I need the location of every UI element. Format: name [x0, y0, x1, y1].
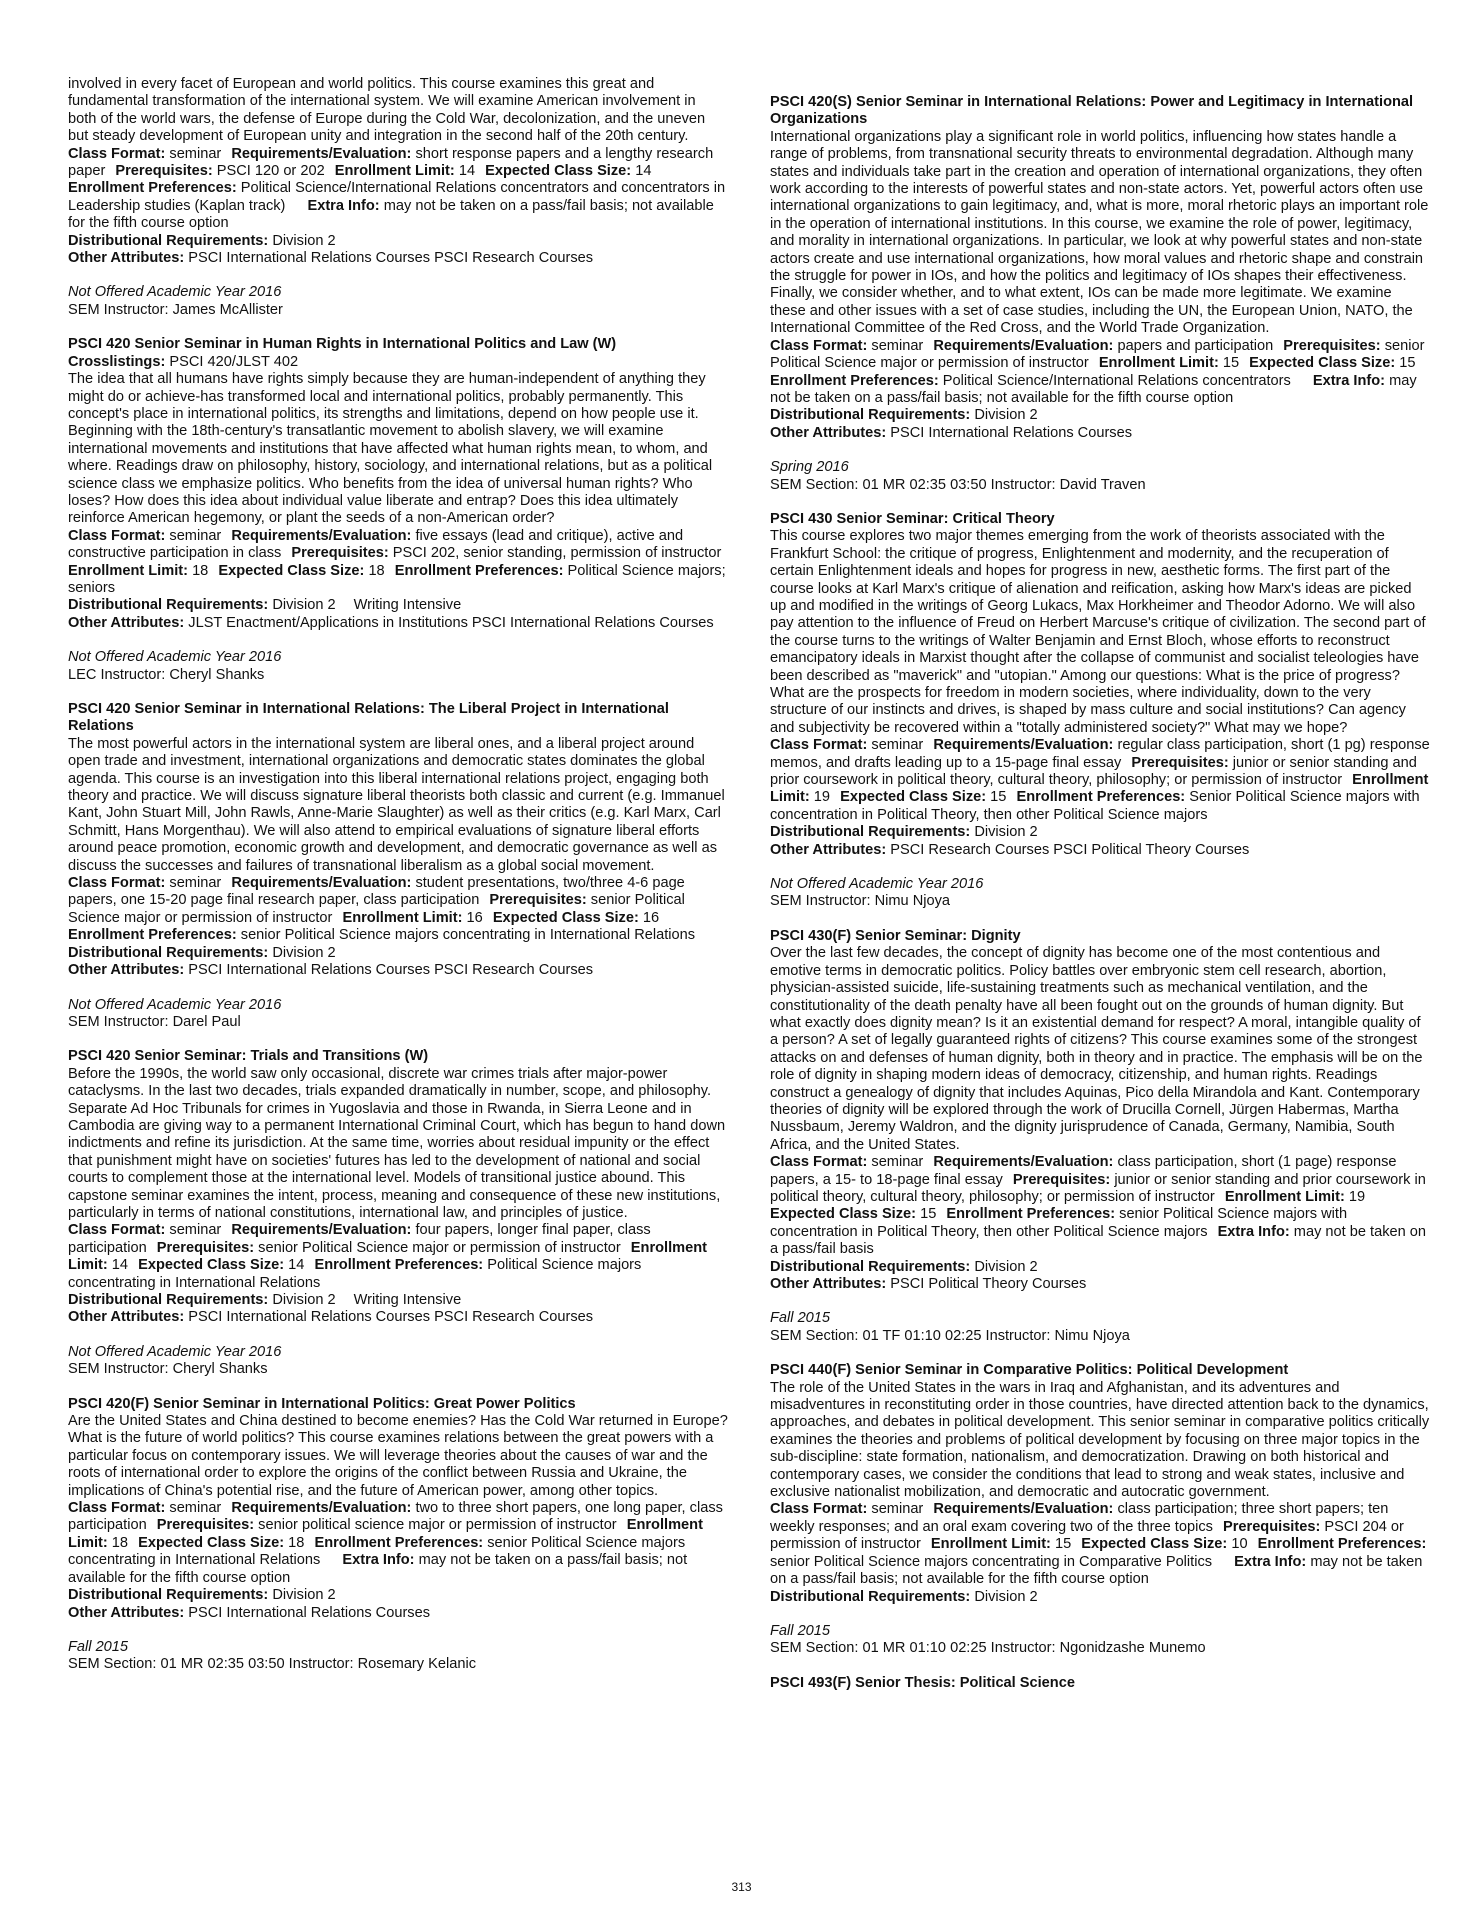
course-details: Class Format: seminar Requirements/Evaluation: four papers, longer final paper, class participation Prerequisites: senior Political Science major or permission of instructor Enrollment Limit: 14 Expected Class Size: 14 Enrollment Preferences: Political Science majors concentrating in International Relations: [68, 1222, 708, 1291]
crosslistings: Crosslistings: PSCI 420/JLST 402: [68, 353, 299, 370]
distributional-requirements: Distributional Requirements: Division 2: [68, 232, 336, 249]
course-description: Before the 1990s, the world saw only occasional, discrete war crimes trials after major-power cataclysms. In the last two decades, trials expanded dramatically in number, scope, and philosophy. Separate Ad Hoc Tribunals for crimes in Yugoslavia and those in Rwanda, in Sierra Leone and in Cambodia are giving way to a permanent International Criminal Court, which has begun to hand down indictments and refine its jurisdiction. At the same time, worries about residual impunity or the effect that punishment might have on societies' futures has led to the development of national and social courts to complement those at the international level. Models of transitional justice abound. This capstone seminar examines the intent, process, meaning and consequence of these new institutions, particularly in terms of national constitutions, international law, and principles of justice.: [68, 1065, 726, 1221]
course-term: Fall 2015: [770, 1310, 831, 1327]
distributional-requirements: Distributional Requirements: Division 2: [68, 1587, 336, 1604]
course-entry: [68, 701, 728, 1031]
course-details: Class Format: seminar Requirements/Evaluation: two to three short papers, one long paper, class participation Prerequisites: senior political science major or permission of instructor Enrollment Limit: 18 Expected Class Size: 18 Enrollment Preferences: senior Political Science majors concentrating in International Relations Extra Info: may not be taken on a pass/fail basis; not available for the fifth course option: [68, 1500, 723, 1586]
course-details: Class Format: seminar Requirements/Evaluation: five essays (lead and critique), active and constructive participation in class Prerequisites: PSCI 202, senior standing, permission of instructor Enrollment Limit: 18 Expected Class Size: 18 Enrollment Preferences: Political Science majors; seniors: [68, 527, 726, 596]
course-description: Over the last few decades, the concept of dignity has become one of the most contentious and emotive terms in democratic politics. Policy battles over embryonic stem cell research, abortion, physician-assisted suicide, life-sustaining treatments such as mechanical ventilation, and the constitutionality of the death penalty have all been fought out on the grounds of human dignity. But what exactly does dignity mean? Is it an existential demand for respect? A moral, intangible quality of a person? A set of legally guaranteed rights of citizens? This course examines some of the strongest attacks on and defenses of human dignity, both in theory and in practice. The emphasis will be on the role of dignity in shaping modern ideas of democracy, citizenship, and human rights. Readings construct a genealogy of dignity that includes Aquinas, Pico della Mirandola and Kant. Contemporary theories of dignity will be explored through the work of Drucilla Cornell, Jürgen Habermas, Martha Nussbaum, Jeremy Waldron, and the dignity jurisprudence of Canada, Germany, Namibia, South Africa, and the United States.: [770, 945, 1423, 1153]
distributional-requirements: Distributional Requirements: Division 2: [770, 1258, 1038, 1275]
course-description: The role of the United States in the wars in Iraq and Afghanistan, and its adventures and misadventures in reconstituting order in those countries, have directed attention back to the dynamics, approaches, and debates in political development. This senior seminar in comparative politics critically examines the theories and problems of political development by focusing on three major topics in the sub-discipline: state formation, nationalism, and democratization. Drawing on both historical and contemporary cases, we consider the conditions that lead to strong and weak states, inclusive and exclusive nationalist mobilization, and democratic and autocratic government.: [770, 1379, 1430, 1501]
course-title: PSCI 420 Senior Seminar in International Relations: The Liberal Project in International Relations: [68, 701, 669, 735]
course-title: PSCI 430 Senior Seminar: Critical Theory: [770, 510, 1055, 527]
course-description: The most powerful actors in the international system are liberal ones, and a liberal project around open trade and investment, international organizations and democratic states dominates the global agenda. This course is an investigation into this liberal international relations project, engaging both theory and practice. We will discuss signature liberal theorists both classic and current (e.g. Immanuel Kant, John Stuart Mill, John Rawls, Anne-Marie Slaughter) as well as their critics (e.g. Karl Marx, Carl Schmitt, Hans Morgenthau). We will also attend to empirical evaluations of signature liberal efforts around peace promotion, economic growth and development, and democratic governance as well as discuss the successes and failures of transnational liberalism as a global social movement.: [68, 735, 725, 874]
other-attributes: Other Attributes: PSCI International Relations Courses: [770, 424, 1133, 441]
course-title: PSCI 493(F) Senior Thesis: Political Science: [770, 1674, 1075, 1691]
course-section: LEC Instructor: Cheryl Shanks: [68, 666, 265, 683]
course-section: SEM Instructor: Darel Paul: [68, 1013, 241, 1030]
course-section: SEM Instructor: Cheryl Shanks: [68, 1361, 268, 1378]
course-description: Are the United States and China destined to become enemies? Has the Cold War returned in Europe? What is the future of world politics? This course examines relations between the great powers with a particular focus on contemporary issues. We will leverage theories about the causes of war and the roots of international order to explore the origins of the conflict between Russia and Ukraine, the implications of China's potential rise, and the future of American power, among other topics.: [68, 1413, 728, 1499]
course-entry: [770, 94, 1430, 494]
course-title: PSCI 430(F) Senior Seminar: Dignity: [770, 927, 1021, 944]
course-entry: [770, 1362, 1430, 1658]
distributional-requirements: Distributional Requirements: Division 2: [770, 824, 1038, 841]
course-entry: [68, 336, 728, 684]
distributional-requirements: Distributional Requirements: Division 2 Writing Intensive: [68, 597, 462, 614]
course-title: PSCI 420 Senior Seminar: Trials and Transitions (W): [68, 1048, 429, 1065]
course-details: Class Format: seminar Requirements/Evaluation: class participation, short (1 page) response papers, a 15- to 18-page final essay Prerequisites: junior or senior standing and prior coursework in political theory, cultural theory, philosophy; or permission of instructor Enrollment Limit: 19 Expected Class Size: 15 Enrollment Preferences: senior Political Science majors with concentration in Political Theory, then other Political Science majors Extra Info: may not be taken on a pass/fail basis: [770, 1154, 1427, 1258]
course-entry: [770, 511, 1430, 911]
course-description: This course explores two major themes emerging from the work of theorists associated with the Frankfurt School: the critique of progress, Enlightenment and modernity, and the recuperation of certain Enlightenment ideals and hopes for progress in new, aesthetic forms. The first part of the course looks at Karl Marx's critique of alienation and reification, asking how Marx's ideas are picked up and modified in the writings of Georg Lukacs, Max Horkheimer and Theodor Adorno. We will also pay attention to the influence of Freud on Herbert Marcuse's critique of civilization. The second part of the course turns to the writings of Walter Benjamin and Ernst Bloch, whose efforts to reconstruct emancipatory ideals in Marxist thought after the collapse of communist and socialist teleologies have been described as "maverick" and "utopian." Among our questions: What is the price of progress? What are the prospects for freedom in modern societies, where individuality, down to the very structure of our instincts and drives, is shaped by mass culture and social institutions? Can agency and subjectivity be recovered within a "totally administered society?" What may we hope?: [770, 528, 1426, 736]
course-term: Spring 2016: [770, 459, 849, 476]
course-entry: [68, 1048, 728, 1378]
course-term: Not Offered Academic Year 2016: [68, 1343, 282, 1360]
course-entry: [770, 1675, 1430, 1692]
course-title: PSCI 420 Senior Seminar in Human Rights in International Politics and Law (W): [68, 336, 617, 353]
course-term: Not Offered Academic Year 2016: [68, 284, 282, 301]
course-term: Not Offered Academic Year 2016: [68, 996, 282, 1013]
course-section: SEM Section: 01 TF 01:10 02:25 Instructor: Nimu Njoya: [770, 1327, 1130, 1344]
course-description: International organizations play a significant role in world politics, influencing how states handle a range of problems, from transnational security threats to environmental degradation. Although many states and individuals take part in the creation and operation of international organizations, they often work according to the interests of powerful states and non-state actors. Yet, powerful actors often use international organizations to gain legitimacy, and, what is more, moral rhetoric plays an important role in the operation of international institutions. In this course, we examine the role of power, legitimacy, and morality in international organizations. In particular, we look at why powerful states and non-state actors create and use international organizations, how moral values and rhetoric shape and constrain the struggle for power in IOs, and how the politics and legitimacy of IOs shapes their effectiveness. Finally, we consider whether, and to what extent, IOs can be made more legitimate. We examine these and other issues with a set of case studies, including the UN, the European Union, NATO, the International Committee of the Red Cross, and the World Trade Organization.: [770, 128, 1429, 337]
course-details: Class Format: seminar Requirements/Evaluation: short response papers and a lengthy research paper Prerequisites: PSCI 120 or 202 Enrollment Limit: 14 Expected Class Size: 14 Enrollment Preferences: Political Science/International Relations concentrators and concentrators in Leadership studies (Kaplan track) Extra Info: may not be taken on a pass/fail basis; not available for the fifth course option: [68, 145, 726, 232]
other-attributes: Other Attributes: PSCI Research Courses PSCI Political Theory Courses: [770, 841, 1250, 858]
course-title: PSCI 420(F) Senior Seminar in International Politics: Great Power Politics: [68, 1395, 576, 1412]
course-section: SEM Instructor: James McAllister: [68, 301, 283, 318]
other-attributes: Other Attributes: PSCI Political Theory Courses: [770, 1276, 1087, 1292]
course-details: Class Format: seminar Requirements/Evaluation: student presentations, two/three 4-6 page papers, one 15-20 page final research paper, class participation Prerequisites: senior Political Science major or permission of instructor Enrollment Limit: 16 Expected Class Size: 16 Enrollment Preferences: senior Political Science majors concentrating in International Relations: [68, 875, 696, 944]
other-attributes: Other Attributes: PSCI International Relations Courses PSCI Research Courses: [68, 1309, 594, 1326]
course-section: SEM Section: 01 MR 01:10 02:25 Instructor: Ngonidzashe Munemo: [770, 1640, 1206, 1657]
course-term: Fall 2015: [770, 1622, 831, 1639]
course-term: Not Offered Academic Year 2016: [68, 649, 282, 666]
distributional-requirements: Distributional Requirements: Division 2: [770, 407, 1038, 424]
other-attributes: Other Attributes: PSCI International Relations Courses PSCI Research Courses: [68, 250, 594, 267]
course-section: SEM Section: 01 MR 02:35 03:50 Instructor: Rosemary Kelanic: [68, 1656, 477, 1673]
course-term: Fall 2015: [68, 1638, 129, 1655]
left-column: [68, 76, 728, 1691]
course-entry-continued: [68, 76, 728, 319]
course-term: Not Offered Academic Year 2016: [770, 876, 984, 893]
course-details: Class Format: seminar Requirements/Evaluation: papers and participation Prerequisites: senior Political Science major or permission of instructor Enrollment Limit: 15 Expected Class Size: 15 Enrollment Preferences: Political Science/International Relations concentrators Extra Info: may not be taken on a pass/fail basis; not available for the fifth course option: [770, 337, 1425, 406]
course-section: SEM Section: 01 MR 02:35 03:50 Instructor: David Traven: [770, 476, 1146, 493]
right-column: [770, 94, 1430, 1709]
course-description: The idea that all humans have rights simply because they are human-independent of anything they might do or achieve-has transformed local and international politics, probably permanently. This concept's place in international politics, its strengths and limitations, depend on how people use it. Beginning with the 18th-century's transatlantic movement to abolish slavery, we will examine international movements and institutions that have affected what human rights mean, to whom, and where. Readings draw on philosophy, history, sociology, and international relations, but as a political science class we emphasize politics. Who benefits from the idea of universal human rights? Who loses? How does this idea about individual value liberate and entrap? Does this idea ultimately reinforce American hegemony, or plant the seeds of a non-American order?: [68, 371, 713, 527]
course-entry: [770, 928, 1430, 1345]
distributional-requirements: Distributional Requirements: Division 2: [68, 944, 336, 961]
distributional-requirements: Distributional Requirements: Division 2: [770, 1588, 1038, 1605]
other-attributes: Other Attributes: JLST Enactment/Applications in Institutions PSCI International Relations Courses: [68, 614, 714, 631]
distributional-requirements: Distributional Requirements: Division 2 Writing Intensive: [68, 1292, 462, 1308]
course-section: SEM Instructor: Nimu Njoya: [770, 893, 951, 910]
course-description: involved in every facet of European and world politics. This course examines this great and fundamental transformation of the international system. We will examine American involvement in both of the world wars, the defense of Europe during the Cold War, decolonization, and the uneven but steady development of European unity and integration in the second half of the 20th century.: [68, 76, 706, 145]
course-entry: [68, 1396, 728, 1674]
other-attributes: Other Attributes: PSCI International Relations Courses PSCI Research Courses: [68, 962, 594, 979]
course-title: PSCI 420(S) Senior Seminar in International Relations: Power and Legitimacy in International Organizations: [770, 94, 1414, 128]
course-details: Class Format: seminar Requirements/Evaluation: class participation; three short papers; ten weekly responses; and an oral exam covering two of the three topics Prerequisites: PSCI 204 or permission of instructor Enrollment Limit: 15 Expected Class Size: 10 Enrollment Preferences: senior Political Science majors concentrating in Comparative Politics Extra Info: may not be taken on a pass/fail basis; not available for the fifth course option: [770, 1501, 1427, 1588]
course-title: PSCI 440(F) Senior Seminar in Comparative Politics: Political Development: [770, 1362, 1289, 1379]
page-number: 313: [731, 1880, 752, 1894]
course-details: Class Format: seminar Requirements/Evaluation: regular class participation, short (1 pg) response memos, and drafts leading up to a 15-page final essay Prerequisites: junior or senior standing and prior coursework in political theory, cultural theory, philosophy; or permission of instructor Enrollment Limit: 19 Expected Class Size: 15 Enrollment Preferences: Senior Political Science majors with concentration in Political Theory, then other Political Science majors: [770, 737, 1430, 823]
other-attributes: Other Attributes: PSCI International Relations Courses: [68, 1604, 431, 1621]
